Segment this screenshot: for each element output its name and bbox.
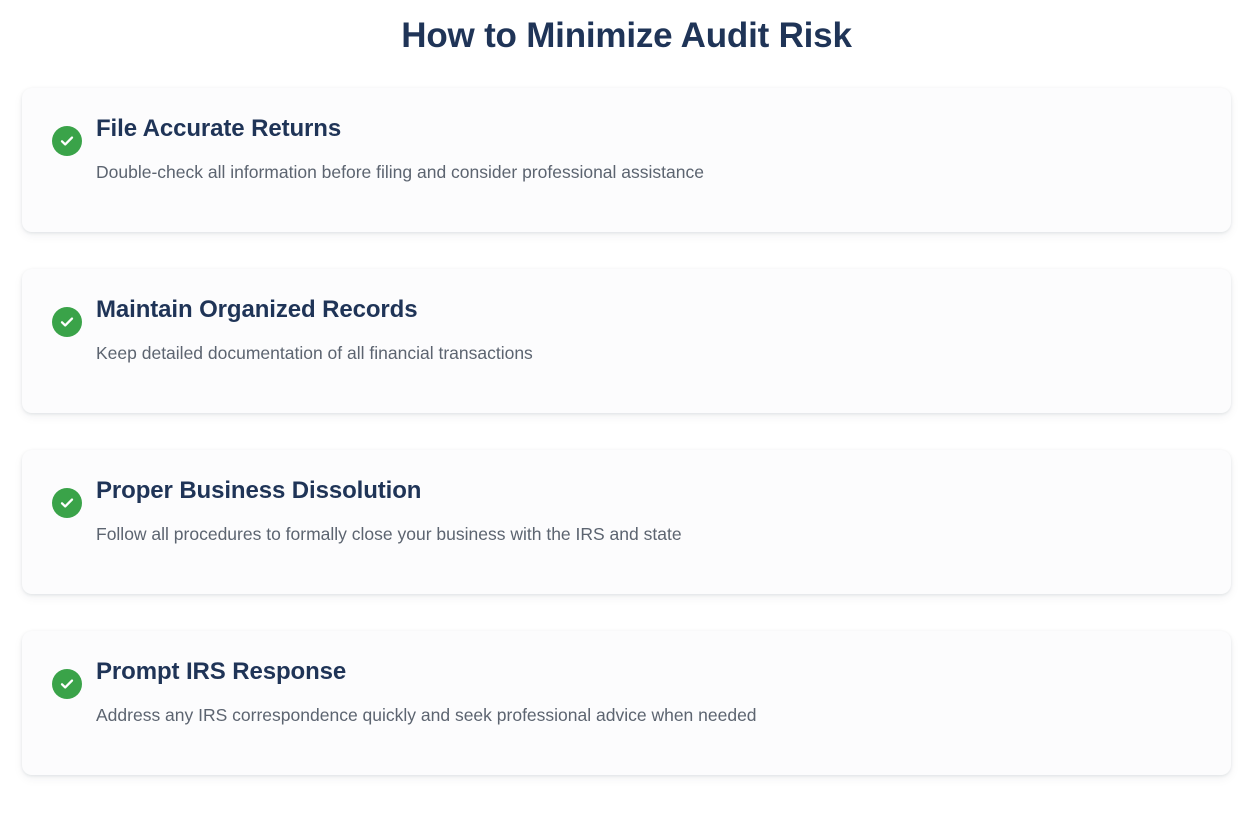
tip-body (96, 476, 1201, 546)
list-item (22, 269, 1231, 413)
page-title: How to Minimize Audit Risk (401, 16, 852, 55)
check-circle-icon-wrap (52, 476, 96, 518)
check-circle-icon-wrap (52, 657, 96, 699)
check-circle-icon (52, 126, 82, 156)
list-item (22, 631, 1231, 775)
tip-description: Keep detailed documentation of all financial transactions (96, 343, 533, 363)
check-circle-icon-wrap (52, 295, 96, 337)
check-circle-icon-wrap (52, 114, 96, 156)
tip-title: File Accurate Returns (96, 115, 342, 142)
tip-body (96, 295, 1201, 365)
check-circle-icon (52, 488, 82, 518)
tip-title: Maintain Organized Records (96, 296, 418, 323)
tip-title: Prompt IRS Response (96, 658, 347, 685)
tip-description: Address any IRS correspondence quickly and seek professional advice when needed (96, 705, 757, 725)
tips-list (0, 88, 1253, 775)
tip-body (96, 657, 1201, 727)
check-circle-icon (52, 669, 82, 699)
check-circle-icon (52, 307, 82, 337)
tip-description: Double-check all information before filing and consider professional assistance (96, 162, 704, 182)
tip-body (96, 114, 1201, 184)
tip-description: Follow all procedures to formally close your business with the IRS and state (96, 524, 682, 544)
tip-title: Proper Business Dissolution (96, 477, 422, 504)
list-item (22, 88, 1231, 232)
list-item (22, 450, 1231, 594)
